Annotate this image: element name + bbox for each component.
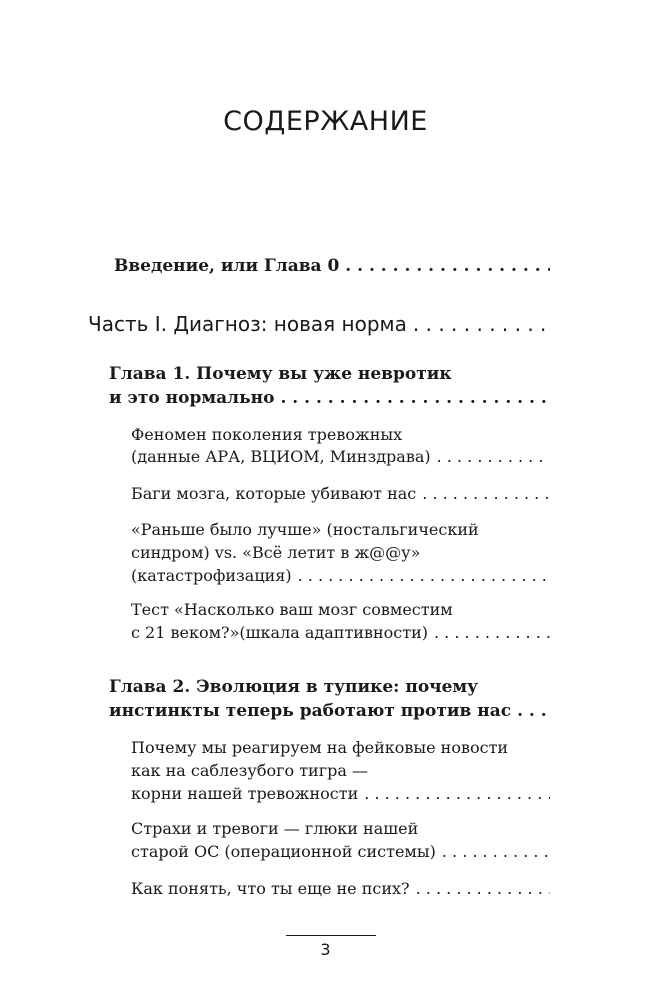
toc-section-line[interactable]: Почему мы реагируем на фейковые новости: [131, 738, 509, 757]
footer-rule: [286, 935, 376, 936]
dot-leader: [434, 623, 550, 642]
dot-leader: [298, 566, 550, 585]
toc-section-line[interactable]: Феномен поколения тревожных: [131, 425, 403, 444]
toc-section-entry[interactable]: [131, 447, 550, 466]
dot-leader: [364, 784, 550, 803]
dot-leader: [413, 312, 550, 336]
dot-leader: [345, 256, 550, 276]
toc-entry-label: (данные АРА, ВЦИОМ, Минздрава): [131, 447, 431, 466]
toc-entry-chapter-1[interactable]: [109, 388, 550, 408]
toc-entry-chapter-2-line-1[interactable]: Глава 2. Эволюция в тупике: почему: [109, 677, 479, 697]
dot-leader: [442, 842, 550, 861]
dot-leader: [437, 447, 550, 466]
toc-entry-part-1[interactable]: [88, 312, 550, 336]
toc-section-line[interactable]: как на саблезубого тигра —: [131, 761, 368, 780]
page-title: СОДЕРЖАНИЕ: [223, 106, 428, 137]
toc-entry-label: старой ОС (операционной системы): [131, 842, 436, 861]
toc-section-entry[interactable]: [131, 784, 550, 803]
dot-leader: [280, 388, 550, 408]
toc-entry-label: Часть I. Диагноз: новая норма: [88, 312, 407, 336]
toc-entry-label: Баги мозга, которые убивают нас: [131, 484, 417, 503]
toc-entry-chapter-1-line-1[interactable]: Глава 1. Почему вы уже невротик: [109, 364, 452, 384]
toc-section-entry[interactable]: [131, 623, 550, 642]
toc-section-line[interactable]: синдром) vs. «Всё летит в ж@@у»: [131, 543, 421, 562]
toc-entry-introduction[interactable]: [114, 256, 550, 276]
toc-entry-label: инстинкты теперь работают против нас: [109, 701, 512, 721]
toc-entry-label: с 21 веком?»(шкала адаптивности): [131, 623, 428, 642]
toc-entry-label: Введение, или Глава 0: [114, 256, 340, 276]
toc-entry-label: и это нормально: [109, 388, 275, 408]
toc-section-entry[interactable]: [131, 842, 550, 861]
page-number: 3: [320, 940, 331, 959]
toc-entry-label: корни нашей тревожности: [131, 784, 359, 803]
toc-section-line[interactable]: «Раньше было лучше» (ностальгический: [131, 520, 479, 539]
toc-entry-label: (катастрофизация): [131, 566, 292, 585]
toc-entry-chapter-2[interactable]: [109, 701, 550, 721]
toc-section-entry[interactable]: [131, 879, 550, 898]
toc-section-entry[interactable]: [131, 566, 550, 585]
dot-leader: [517, 701, 550, 721]
toc-section-entry[interactable]: [131, 484, 550, 503]
dot-leader: [416, 879, 550, 898]
toc-entry-label: Как понять, что ты еще не псих?: [131, 879, 410, 898]
toc-section-line[interactable]: Страхи и тревоги — глюки нашей: [131, 819, 419, 838]
toc-section-line[interactable]: Тест «Насколько ваш мозг совместим: [131, 600, 453, 619]
dot-leader: [422, 484, 550, 503]
